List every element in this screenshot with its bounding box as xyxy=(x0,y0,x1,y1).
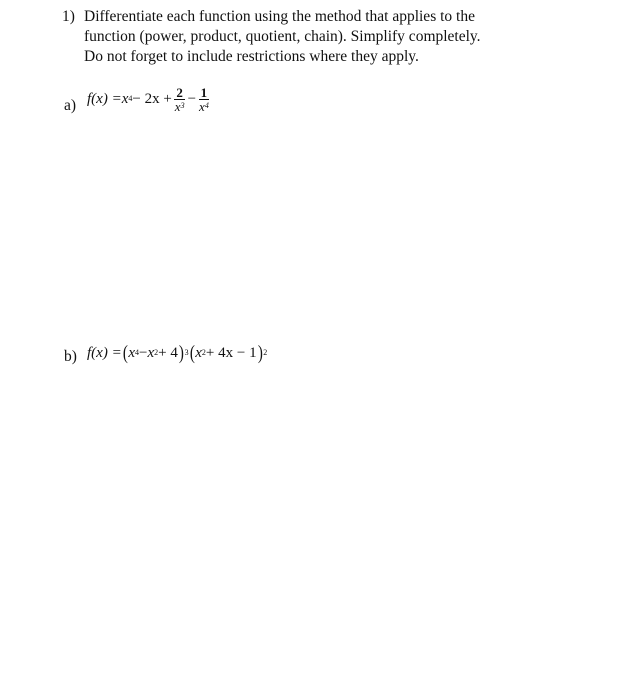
part-b-close-paren-1: ) xyxy=(178,342,184,364)
fraction-2-denominator xyxy=(197,100,211,113)
part-a-operator-2: − xyxy=(187,91,197,107)
part-b-factor1-operator: − xyxy=(139,344,148,361)
fraction-2-denominator-exponent: 4 xyxy=(204,101,209,110)
part-a-fraction-2 xyxy=(197,86,211,113)
part-b-factor2-term1-exponent: 2 xyxy=(201,347,206,357)
part-b-factor1-term1-base: x xyxy=(128,344,136,361)
part-b-factor2-exponent: 2 xyxy=(263,347,268,357)
fraction-1-numerator: 2 xyxy=(176,85,183,100)
question-number: 1) xyxy=(62,8,75,25)
part-a-equation xyxy=(87,86,212,113)
instruction-line-2: function (power, product, quotient, chain). Simplify completely. xyxy=(84,28,481,45)
part-b-factor1-term2-exponent: 2 xyxy=(154,347,159,357)
fraction-1-denominator xyxy=(173,100,187,113)
part-b-factor1-term2-base: x xyxy=(147,344,155,361)
fraction-1-denominator-base: x xyxy=(174,99,181,114)
part-b-factor2-rest: + 4x − 1 xyxy=(205,344,257,361)
part-a-term1-base: x xyxy=(121,91,129,107)
part-a-operator-1: − 2x + xyxy=(132,91,172,107)
part-b-open-paren-1: ( xyxy=(122,342,128,364)
part-b-close-paren-2: ) xyxy=(257,342,263,364)
part-a-term1-exponent: 4 xyxy=(128,94,133,103)
part-a-fraction-1 xyxy=(173,86,187,113)
part-b-lhs: f(x) = xyxy=(87,344,122,361)
part-a-label: a) xyxy=(64,97,77,114)
fraction-2-numerator: 1 xyxy=(200,85,208,100)
part-a-lhs: f(x) = xyxy=(87,91,122,107)
part-b-factor1-rest: + 4 xyxy=(158,344,178,361)
fraction-1-denominator-exponent: 3 xyxy=(180,101,185,110)
question-instructions xyxy=(84,7,604,67)
part-b-equation xyxy=(87,344,267,362)
part-b-open-paren-2: ( xyxy=(189,342,195,364)
fraction-2-denominator-base: x xyxy=(199,99,205,114)
part-b-factor1-term1-exponent: 4 xyxy=(135,347,140,357)
instruction-line-3: Do not forget to include restrictions where they apply. xyxy=(84,48,419,65)
part-b-label: b) xyxy=(64,348,77,365)
instruction-line-1: Differentiate each function using the method that applies to the xyxy=(84,8,475,25)
part-b-factor2-term1-base: x xyxy=(195,344,202,361)
part-b-factor1-exponent: 3 xyxy=(184,347,189,357)
